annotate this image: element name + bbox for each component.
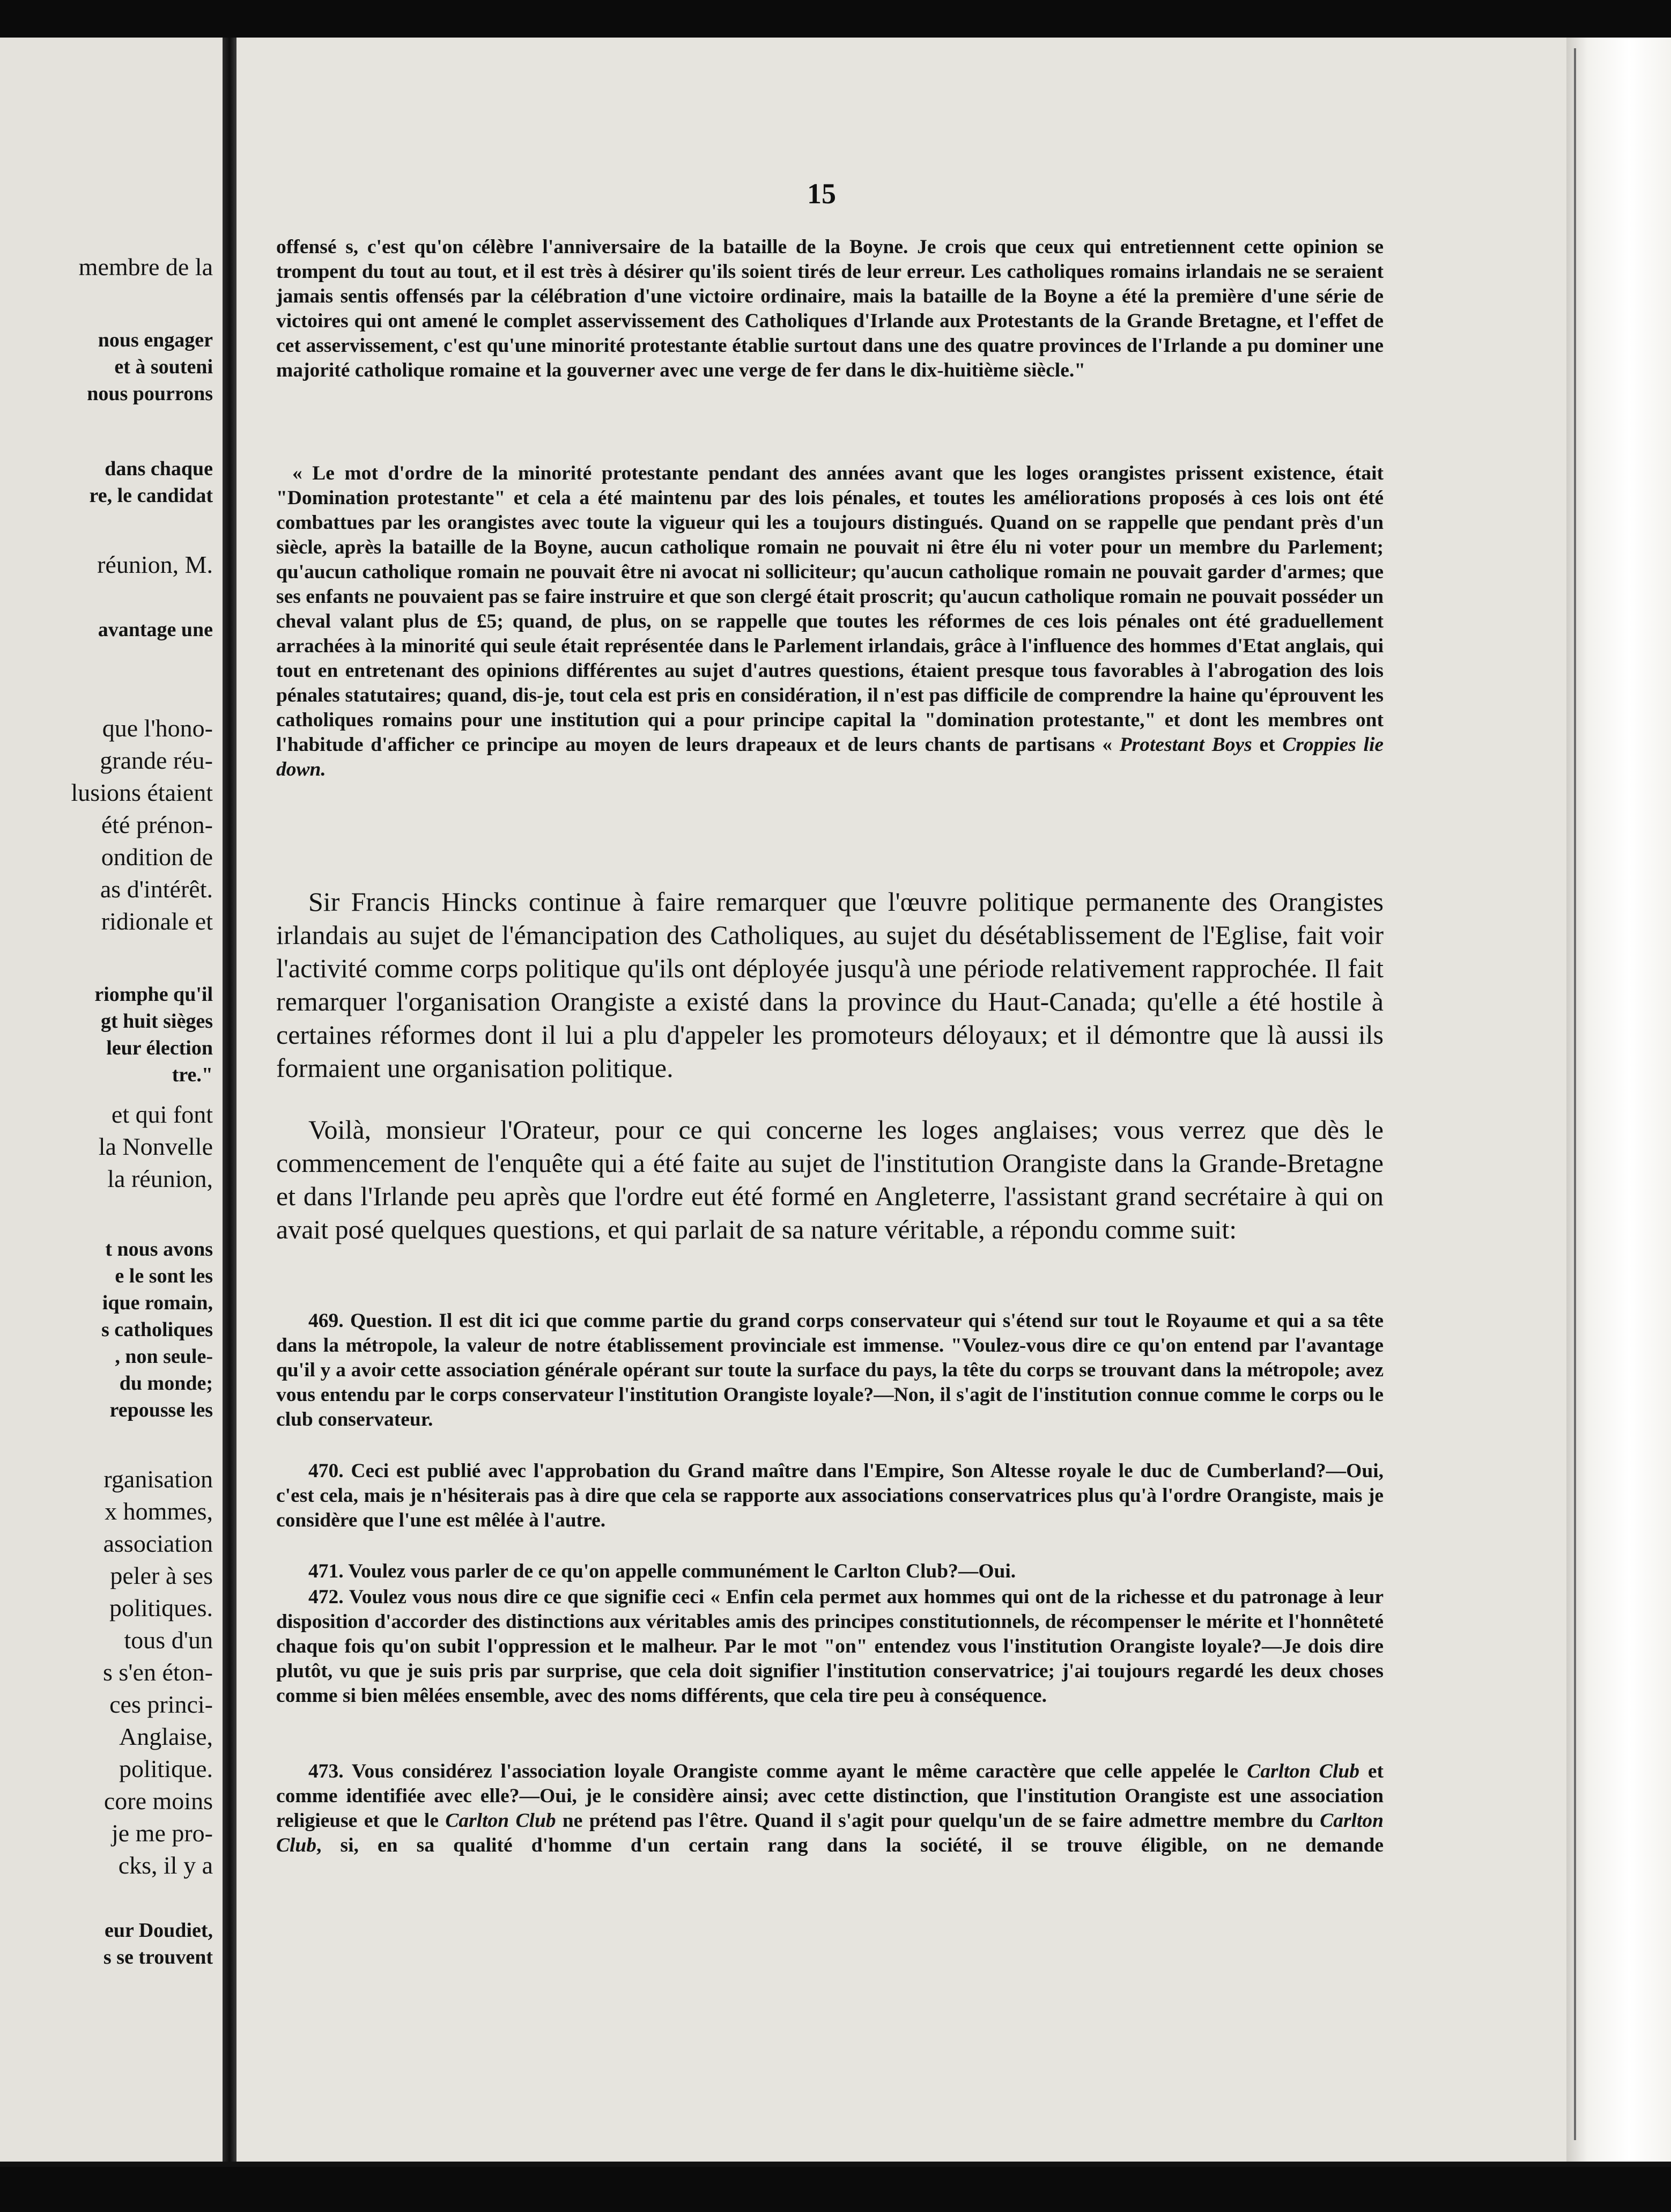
left-fragment: , non seule- [115,1345,213,1368]
left-fragment: s se trouvent [103,1946,213,1968]
qa-block [276,1309,1384,1432]
left-fragment: été prénon- [101,811,213,838]
left-fragment: la Nonvelle [98,1133,213,1160]
left-fragment: e le sont les [115,1265,213,1287]
left-fragment: ique romain, [102,1292,213,1314]
body-paragraph: Sir Francis Hincks continue à faire remarquer que l'œuvre politique permanente des Orangistes irlandais au sujet de l'émancipation des Catholiques, au sujet du désétablissement de l'Eglise, fait voir l'activité comme corps politique qu'ils ont déployée jusqu'à une période relativement rapprochée. Il fait remarquer l'organisation Orangiste a existé dans la province du Haut-Canada; qu'elle a été hostile à certaines réformes dont il lui a plu d'appeler les promoteurs déloyaux; et il démontre que là aussi ils formaient une organisation politique. [276,887,1384,1083]
left-fragment: cks, il y a [118,1852,213,1879]
qa-block [276,1459,1384,1533]
song-title: Croppies lie down. [276,734,1384,780]
qa-block [276,1559,1384,1584]
left-fragment: avantage une [98,618,213,641]
left-fragment: re, le candidat [89,484,213,507]
club-name: Carlton Club [276,1810,1384,1856]
left-fragment: s s'en éton- [102,1658,213,1686]
left-fragment: repousse les [109,1399,213,1421]
left-fragment: as d'intérêt. [100,875,213,903]
left-fragment: et qui font [111,1101,213,1128]
right-page-edge [1566,38,1671,2162]
body-paragraph: Voilà, monsieur l'Orateur, pour ce qui concerne les loges anglaises; vous verrez que dès le commencement de l'enquête qui a été faite au sujet de l'institution Orangiste dans la Grande-Bretagne et dans l'Irlande peu après que l'ordre eut été formé en Angleterre, l'assistant grand secrétaire à qui on avait posé quelques questions, et qui parlait de sa nature véritable, a répondu comme suit: [276,1115,1384,1244]
page-gutter [223,38,236,2162]
left-fragment: grande réu- [100,747,213,774]
page-number: 15 [807,178,836,210]
left-fragment: gt huit sièges [101,1010,213,1033]
qa-item: 471. Voulez vous parler de ce qu'on appelle communément le Carlton Club?—Oui. [308,1560,1016,1582]
left-fragment: nous engager [98,329,213,351]
left-fragment: leur élection [106,1037,213,1059]
left-fragment: ridionale et [101,908,213,935]
left-fragment: que l'hono- [102,714,213,742]
qa-block [276,1585,1384,1708]
left-fragment: peler à ses [110,1562,213,1589]
quote-text: « Le mot d'ordre de la minorité protestante pendant des années avant que les loges orangistes prissent existence, était "Domination protestante" et cela a été maintenu par des lois pénales, et toutes les améliorations proposés à ces lois ont été combattues par les orangistes avec toute la vigueur qui les a toujours distingués. Quand on se rappelle que pendant près d'un siècle, après la bataille de la Boyne, aucun catholique romain ne pouvait ni être élu ni voter pour un membre du Parlement; qu'aucun catholique romain ne pouvait être ni avocat ni solliciteur; qu'aucun catholique romain ne pouvait garder d'armes; que ses enfants ne pouvaient pas se faire instruire et que son clergé était proscrit; qu'aucun catholique romain ne pouvait posséder un cheval valant plus de £5; quand, de plus, on se rappelle que toutes les réformes de ces lois pénales ont été graduellement arrachées à la minorité qui seule était représentée dans le Parlement irlandais, grâce à l'influence des hommes d'Etat anglais, qui tout en entretenant des opinions différentes au sujet d'autres questions, étaient presque tous favorables à l'abrogation des lois pénales statutaires; quand, dis-je, tout cela est pris en considération, il n'est pas difficile de comprendre la haine qu'éprouvent les catholiques romains pour une institution qui a pour principe capital la "domination protestante," et dont les membres ont l'habitude d'afficher ce principe au moyen de leurs drapeaux et de leurs chants de partisans « [276,462,1384,756]
left-fragment: lusions étaient [71,779,213,806]
left-fragment: riomphe qu'il [94,983,213,1006]
right-edge-rule [1574,48,1576,2140]
song-title: Protestant Boys [1119,734,1252,756]
club-name: Carlton Club [1247,1760,1359,1782]
left-fragment: s catholiques [101,1318,213,1341]
left-fragment: politique. [119,1755,213,1782]
left-fragment: tre." [172,1064,213,1086]
film-border-bottom [0,2167,1671,2212]
qa-text: , si, en sa qualité d'homme d'un certain rang dans la société, il se trouve éligible, on ne demande [316,1834,1384,1856]
quote-text: et [1252,734,1283,756]
left-fragment: nous pourrons [87,382,213,405]
body-block [276,885,1384,1085]
quote-paragraph [276,461,1384,782]
quote-block [276,235,1384,383]
club-name: Carlton Club [445,1810,556,1832]
body-block [276,1113,1384,1246]
left-fragment: je me pro- [111,1819,213,1847]
left-fragment: ces princi- [109,1691,213,1718]
left-fragment: et à souteni [114,356,213,378]
left-fragment: Anglaise, [119,1723,213,1750]
qa-item [276,1759,1384,1858]
qa-text: ne prétend pas l'être. Quand il s'agit pour quelqu'un de se faire admettre membre du [556,1810,1320,1832]
quote-paragraph: offensé s, c'est qu'on célèbre l'anniversaire de la bataille de la Boyne. Je crois que ceux qui entretiennent cette opinion se trompent du tout au tout, et il est très à désirer qu'ils soient tirés de leur erreur. Les catholiques romains irlandais ne se seraient jamais sentis offensés par la célébration d'une victoire ordinaire, mais la bataille de la Boyne a été la première d'une série de victoires qui ont amené le complet asservissement des Catholiques d'Irlande aux Protestants de la Grande Bretagne, et l'effet de cet asservissement, c'est qu'une minorité protestante établie surtout dans une des quatre provinces de l'Irlande a pu dominer une majorité catholique romaine et la gouverner avec une verge de fer dans le dix-huitième siècle." [276,236,1384,381]
left-fragment: t nous avons [105,1238,213,1260]
qa-text: 473. Vous considérez l'association loyale Orangiste comme ayant le même caractère que celle appelée le [308,1760,1247,1782]
left-fragment: eur Doudiet, [105,1919,213,1942]
qa-text: et comme identifiée avec elle?—Oui, je le considère ainsi; avec cette distinction, que l'institution Orangiste est une association religieuse et que le [276,1760,1384,1832]
left-fragment: la réunion, [107,1165,213,1192]
left-fragment: du monde; [119,1372,213,1395]
left-fragment: x hommes, [105,1498,213,1525]
left-fragment: dans chaque [105,458,213,480]
left-fragment: core moins [103,1787,213,1815]
left-fragment: tous d'un [124,1626,213,1654]
left-fragment: politiques. [109,1594,213,1621]
left-fragment: ondition de [101,843,213,871]
qa-item: 469. Question. Il est dit ici que comme partie du grand corps conservateur qui s'étend sur tout le Royaume et qui a sa tête dans la métropole, la valeur de notre établissement provinciale est immense. "Voulez-vous dire ce qu'on entend par l'avantage qu'il y a avoir cette association générale opérant sur toute la surface du pays, la tête du corps se trouvant dans la métropole; avez vous entendu par le corps conservateur l'institution Orangiste loyale?—Non, il s'agit de l'institution connue comme le corps ou le club conservateur. [276,1310,1384,1431]
qa-item: 472. Voulez vous nous dire ce que signifie ceci « Enfin cela permet aux hommes qui ont de la richesse et du patronage à leur disposition d'accorder des distinctions aux véritables amis des principes constitutionnels, de récompenser le mérite et l'honnêteté chaque fois qu'on subit l'oppression et le malheur. Par le mot "on" entendez vous l'institution Orangiste loyale?—Je dois dire plutôt, vu que je suis pris par surprise, que cela doit signifier l'institution conservatrice; j'ai toujours regardé les deux choses comme si bien mêlées ensemble, avec des noms différents, que cela tire peu à conséquence. [276,1586,1384,1707]
qa-block [276,1759,1384,1858]
quote-block [276,461,1384,782]
left-page-fragment [0,38,223,2162]
left-fragment: réunion, M. [97,551,213,578]
left-fragment: association [103,1530,213,1557]
left-fragment: rganisation [103,1465,213,1493]
left-fragment: membre de la [78,253,213,281]
film-border-top [0,0,1671,38]
qa-item: 470. Ceci est publié avec l'approbation du Grand maître dans l'Empire, Son Altesse royale le duc de Cumberland?—Oui, c'est cela, mais je n'hésiterais pas à dire que cela se rapporte aux associations conservatrices plus qu'à l'ordre Orangiste, mais je considère que l'une est mêlée à l'autre. [276,1460,1384,1531]
